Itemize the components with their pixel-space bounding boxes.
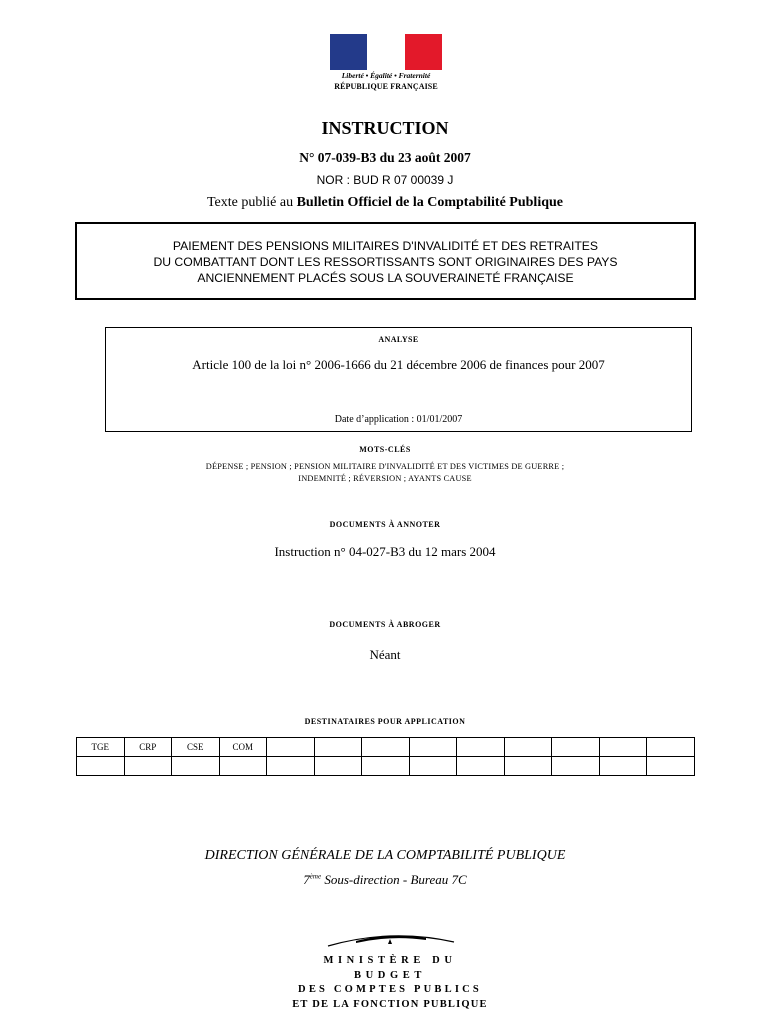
table-cell <box>457 757 505 776</box>
table-cell <box>599 738 647 757</box>
subject-line: ANCIENNEMENT PLACÉS SOUS LA SOUVERAINETÉ FRANÇAISE <box>197 271 574 285</box>
subject-box <box>75 222 696 300</box>
keywords-text <box>0 461 770 485</box>
bureau-superscript: ème <box>309 872 322 881</box>
republic-name: RÉPUBLIQUE FRANÇAISE <box>334 82 438 91</box>
table-row <box>77 738 695 757</box>
publication-prefix: Texte publié au <box>206 195 297 210</box>
ministry-line: DES COMPTES PUBLICS <box>298 984 482 995</box>
recipients-table <box>76 737 695 776</box>
marianne-icon <box>366 34 406 70</box>
table-cell <box>409 738 457 757</box>
table-cell <box>599 757 647 776</box>
annotate-text: Instruction n° 04-027-B3 du 12 mars 2004 <box>274 544 496 559</box>
bureau-line <box>0 872 770 888</box>
analysis-article: Article 100 de la loi n° 2006-1666 du 21 décembre 2006 de finances pour 2007 <box>192 357 605 372</box>
table-cell <box>457 738 505 757</box>
table-cell <box>267 738 315 757</box>
recipients-heading: DESTINATAIRES POUR APPLICATION <box>304 717 466 726</box>
application-date: Date d’application : 01/01/2007 <box>334 414 463 425</box>
subject-line: DU COMBATTANT DONT LES RESSORTISSANTS SONT ORIGINAIRES DES PAYS <box>153 255 618 269</box>
table-cell <box>552 738 600 757</box>
abrogate-heading: DOCUMENTS À ABROGER <box>329 620 441 629</box>
table-cell: TGE <box>77 738 125 757</box>
ministry-line: MINISTÈRE DU BUDGET <box>323 955 457 981</box>
publication-line <box>0 195 770 211</box>
publication-bulletin: Bulletin Officiel de la Comptabilité Publique <box>296 195 563 210</box>
republic-logo <box>330 34 442 96</box>
keywords-line: DÉPENSE ; PENSION ; PENSION MILITAIRE D'INVALIDITÉ ET DES VICTIMES DE GUERRE ; <box>205 462 565 471</box>
table-cell <box>409 757 457 776</box>
abrogate-text: Néant <box>369 647 401 662</box>
bureau-name: Sous-direction - Bureau 7C <box>321 872 467 887</box>
table-cell <box>647 738 695 757</box>
table-cell <box>647 757 695 776</box>
table-cell <box>314 757 362 776</box>
ministry-logo-text <box>290 954 490 1012</box>
table-row <box>77 757 695 776</box>
document-title: INSTRUCTION <box>321 118 449 138</box>
table-cell <box>504 738 552 757</box>
table-cell <box>77 757 125 776</box>
republic-motto: Liberté • Égalité • Fraternité <box>341 71 431 80</box>
table-cell <box>124 757 172 776</box>
nor-reference: NOR : BUD R 07 00039 J <box>316 173 454 187</box>
document-number: N° 07-039-B3 du 23 août 2007 <box>299 150 471 165</box>
table-cell <box>504 757 552 776</box>
analysis-heading: ANALYSE <box>378 335 419 344</box>
annotate-heading: DOCUMENTS À ANNOTER <box>329 520 441 529</box>
table-cell <box>362 757 410 776</box>
table-cell <box>172 757 220 776</box>
table-cell: COM <box>219 738 267 757</box>
bureau-number: 7 <box>303 872 310 887</box>
ministry-arc-icon <box>326 930 456 950</box>
table-cell <box>219 757 267 776</box>
table-cell: CSE <box>172 738 220 757</box>
subject-line: PAIEMENT DES PENSIONS MILITAIRES D'INVALIDITÉ ET DES RETRAITES <box>172 239 599 253</box>
keywords-line: INDEMNITÉ ; RÉVERSION ; AYANTS CAUSE <box>298 474 472 483</box>
keywords-heading: MOTS-CLÉS <box>359 445 411 454</box>
table-cell <box>552 757 600 776</box>
table-cell <box>362 738 410 757</box>
analysis-box <box>105 327 692 432</box>
direction-name: DIRECTION GÉNÉRALE DE LA COMPTABILITÉ PUBLIQUE <box>204 848 566 863</box>
table-cell <box>267 757 315 776</box>
table-cell: CRP <box>124 738 172 757</box>
table-cell <box>314 738 362 757</box>
ministry-line: ET DE LA FONCTION PUBLIQUE <box>292 998 488 1010</box>
